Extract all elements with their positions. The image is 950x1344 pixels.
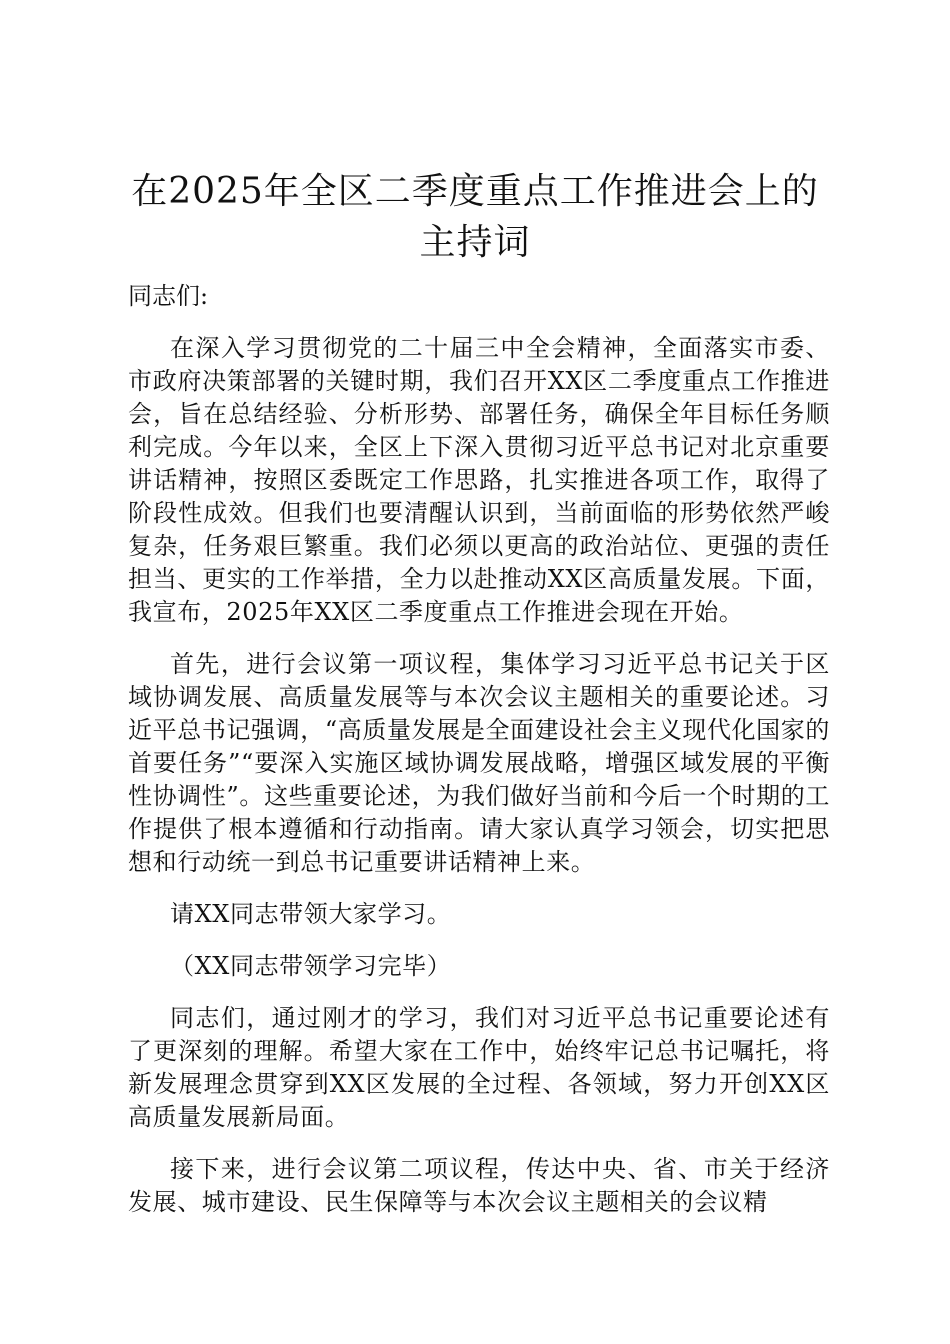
document-body <box>128 280 830 1238</box>
document-title: 在2025年全区二季度重点工作推进会上的主持词 <box>131 171 819 263</box>
paragraph-study-invite: 请XX同志带领大家学习。 <box>170 900 452 928</box>
paragraph-opening: 在深入学习贯彻党的二十届三中全会精神，全面落实市委、市政府决策部署的关键时期，我们召开XX区二季度重点工作推进会，旨在总结经验、分析形势、部署任务，确保全年目标任务顺利完成。今年以来，全区上下深入贯彻习近平总书记对北京重要讲话精神，按照区委既定工作思路，扎实推进各项工作，取得了阶段性成效。但我们也要清醒认识到，当前面临的形势依然严峻复杂，任务艰巨繁重。我们必须以更高的政治站位、更强的责任担当、更实的工作举措，全力以赴推动XX区高质量发展。下面，我宣布，2025年XX区二季度重点工作推进会现在开始。 <box>128 334 830 626</box>
paragraph-agenda-one: 首先，进行会议第一项议程，集体学习习近平总书记关于区域协调发展、高质量发展等与本次会议主题相关的重要论述。习近平总书记强调，“高质量发展是全面建设社会主义现代化国家的首要任务”“要深入实施区域协调发展战略，增强区域发展的平衡性协调性”。这些重要论述，为我们做好当前和今后一个时期的工作提供了根本遵循和行动指南。请大家认真学习领会，切实把思想和行动统一到总书记重要讲话精神上来。 <box>128 650 830 876</box>
salutation: 同志们: <box>128 282 209 310</box>
paragraph-study-complete: （XX同志带领学习完毕） <box>170 952 452 980</box>
paragraph-study-summary: 同志们，通过刚才的学习，我们对习近平总书记重要论述有了更深刻的理解。希望大家在工作中，始终牢记总书记嘱托，将新发展理念贯穿到XX区发展的全过程、各领域，努力开创XX区高质量发展新局面。 <box>128 1004 830 1131</box>
paragraph-agenda-two: 接下来，进行会议第二项议程，传达中央、省、市关于经济发展、城市建设、民生保障等与本次会议主题相关的会议精 <box>128 1155 830 1216</box>
